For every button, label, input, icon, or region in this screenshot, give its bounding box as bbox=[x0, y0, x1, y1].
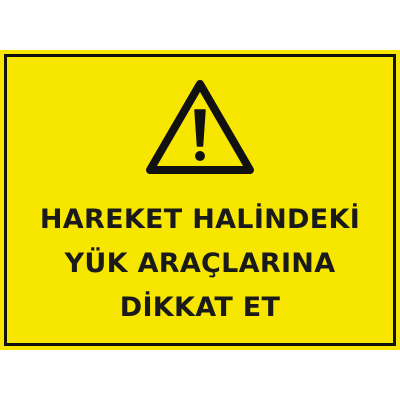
sign-text bbox=[0, 198, 400, 330]
warning-triangle-icon bbox=[146, 80, 254, 176]
warning-sign bbox=[0, 50, 400, 350]
sign-text-line-3: DİKKAT ET bbox=[119, 292, 281, 323]
icon-area bbox=[132, 66, 268, 202]
sign-text-line-2: YÜK ARAÇLARINA bbox=[64, 248, 336, 279]
sign-text-line-1: HAREKET HALİNDEKİ bbox=[39, 204, 361, 235]
